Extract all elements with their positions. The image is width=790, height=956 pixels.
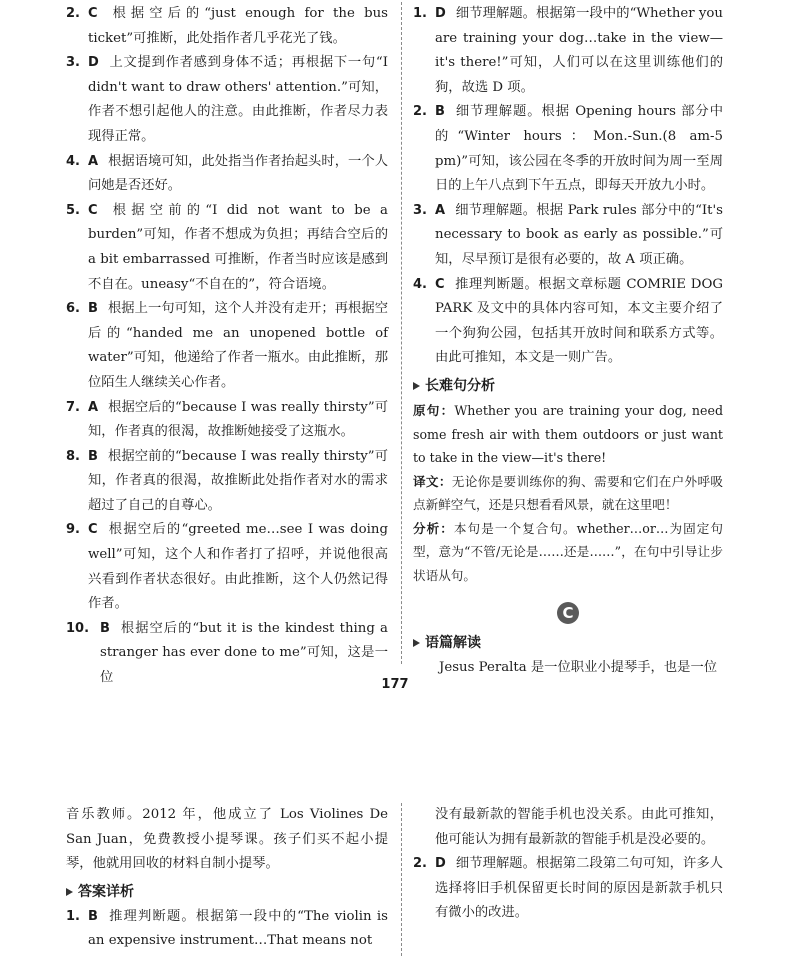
- reading-intro: Jesus Peralta 是一位职业小提琴手，也是一位: [439, 659, 718, 675]
- analysis-label: 分析：: [413, 520, 454, 536]
- item-number: 2.: [413, 104, 427, 120]
- answer-letter: D: [88, 55, 99, 71]
- answer-letter: D: [435, 856, 446, 872]
- page-number: 177: [381, 677, 409, 692]
- answer-letter: B: [100, 620, 110, 636]
- answer-letter: C: [88, 6, 98, 21]
- explanation-text: 推理判断题。根据第一段中的“The violin is an expensive instrument…That means not: [88, 908, 388, 949]
- answer-letter: C: [435, 276, 445, 292]
- explanation-text: 细节理解题。根据第二段第二句可知，许多人选择将旧手机保留更长时间的原因是新款手机只有微小的改进。: [435, 856, 723, 921]
- item-number: 1.: [413, 6, 427, 21]
- answer-item: [413, 852, 723, 926]
- explanation-text: 根据空后的“greeted me…see I was doing well”可知，这个人和作者打了招呼，并说他很高兴看到作者状态很好。由此推断，这个人仍然记得作者。: [88, 522, 388, 612]
- translation-label: 译文：: [413, 473, 452, 489]
- answer-letter: C: [88, 202, 98, 218]
- translation-text: 无论你是要训练你的狗、需要和它们在户外呼吸点新鲜空气，还是只想看看风景，就在这里吧！: [413, 473, 724, 513]
- reading-heading: [413, 632, 723, 654]
- reading-heading-text: 语篇解读: [425, 634, 481, 651]
- answer-letter: C: [88, 522, 98, 538]
- explanation-text: 细节理解题。根据第一段中的“Whether you are training your dog…take in the view—it's there!”可知，人们可以在这里训练他们的狗，故选 D 项。: [435, 6, 723, 95]
- item-number: 3.: [66, 55, 80, 71]
- item-number: 1.: [66, 908, 80, 924]
- item-number: 5.: [66, 202, 80, 218]
- explanation-text: 根据上一句可知，这个人并没有走开；再根据空后的“handed me an unopened bottle of water”可知，他递给了作者一瓶水。由此推断，那位陌生人继续关心作者。: [88, 301, 388, 390]
- answer-letter: A: [88, 399, 99, 415]
- answer-item: [66, 905, 388, 954]
- answer-item: [66, 518, 388, 616]
- answer-letter: B: [88, 301, 98, 317]
- answer-item: [66, 396, 388, 445]
- translation: [413, 470, 723, 517]
- analysis-heading: [413, 375, 723, 397]
- answer-item: [413, 2, 723, 100]
- answer-letter: B: [88, 448, 98, 464]
- explanation-text: 推理判断题。根据文章标题 COMRIE DOG PARK 及文中的具体内容可知，本文主要介绍了一个狗狗公园，包括其开放时间和联系方式等。由此可推知，本文是一则广告。: [435, 276, 723, 366]
- explanation-text: 根据空后的“just enough for the bus ticket”可推断，此处指作者几乎花光了钱。: [88, 6, 388, 46]
- item-number: 2.: [413, 856, 427, 872]
- answer-item: [66, 199, 388, 297]
- item-number: 7.: [66, 399, 80, 415]
- analysis-text: 本句是一个复合句。whether…or…为固定句型，意为“不管/无论是……还是……”，在句中引导让步状语从句。: [413, 520, 724, 584]
- answer-item: [413, 100, 723, 198]
- answer-heading: [66, 881, 388, 903]
- explanation-text: 根据空前的“I did not want to be a burden”可知，作者不想成为负担；再结合空后的 a bit embarrassed 可推断，作者当时应该是感到不自在。uneasy“不自在的”，符合语境。: [88, 202, 388, 292]
- answer-heading-text: 答案详析: [78, 883, 134, 900]
- answer-item: [66, 2, 388, 51]
- item-number: 10.: [66, 620, 90, 636]
- answer-letter: B: [88, 908, 98, 924]
- answer-item: [66, 297, 388, 395]
- column-divider-top: [401, 2, 402, 664]
- top-left-column: [66, 2, 388, 691]
- section-c-logo-icon: C: [557, 602, 579, 624]
- answer-letter: A: [88, 153, 99, 169]
- top-right-column: [413, 2, 723, 680]
- explanation-text: 上文提到作者感到身体不适；再根据下一句“I didn't want to draw others' attention.”可知，作者不想引起他人的注意。由此推断，作者尽力表现得正常。: [88, 55, 388, 144]
- explanation-text: 根据语境可知，此处指当作者抬起头时，一个人问她是否还好。: [88, 153, 388, 194]
- item-number: 4.: [413, 276, 427, 292]
- explanation-text: 根据空后的“but it is the kindest thing a stranger has ever done to me”可知，这是一位: [100, 620, 388, 686]
- analysis-heading-text: 长难句分析: [425, 377, 495, 394]
- answer-item: [66, 51, 388, 149]
- answer-item: [413, 199, 723, 273]
- answer-letter: A: [435, 202, 446, 218]
- item-number: 6.: [66, 301, 80, 317]
- analysis: [413, 517, 723, 588]
- explanation-text: 根据空前的“because I was really thirsty”可知，作者真的很渴，故推断此处指作者对水的需求超过了自己的自尊心。: [88, 448, 388, 513]
- bottom-left-column: [66, 803, 388, 954]
- triangle-marker-icon: [413, 639, 420, 647]
- item-number: 8.: [66, 448, 80, 464]
- answer-letter: D: [435, 6, 446, 21]
- answer-letter: B: [435, 104, 445, 120]
- explanation-text: 细节理解题。根据 Opening hours 部分中的“Winter hours：Mon.-Sun.(8 am-5 pm)”可知，该公园在冬季的开放时间为周一至周日的上午八点到下午五点，即每天开放九小时。: [435, 104, 723, 194]
- triangle-marker-icon: [413, 382, 420, 390]
- reading-intro-continued: 音乐教师。2012 年，他成立了 Los Violines De San Juan，免费教授小提琴课。孩子们买不起小提琴，他就用回收的材料自制小提琴。: [66, 807, 388, 872]
- column-divider-bottom: [401, 803, 402, 956]
- item-number: 3.: [413, 202, 427, 218]
- item-number: 4.: [66, 153, 80, 169]
- explanation-text: 细节理解题。根据 Park rules 部分中的“It's necessary to book as early as possible.”可知，尽早预订是很有必要的，故 A 项正确。: [435, 202, 723, 267]
- original-text: Whether you are training your dog, need some fresh air with them outdoors or just want to take in the view—it's there!: [413, 402, 723, 466]
- original-sentence: [413, 399, 723, 470]
- answer-continuation: 没有最新款的智能手机也没关系。由此可推知，他可能认为拥有最新款的智能手机是没必要的。: [435, 807, 723, 847]
- triangle-marker-icon: [66, 888, 73, 896]
- item-number: 9.: [66, 522, 80, 538]
- original-label: 原句：: [413, 402, 455, 418]
- bottom-right-column: [413, 803, 723, 926]
- item-number: 2.: [66, 6, 80, 21]
- answer-item: [413, 273, 723, 371]
- answer-item: [66, 445, 388, 519]
- answer-item: [66, 150, 388, 199]
- explanation-text: 根据空后的“because I was really thirsty”可知，作者真的很渴，故推断她接受了这瓶水。: [88, 399, 388, 440]
